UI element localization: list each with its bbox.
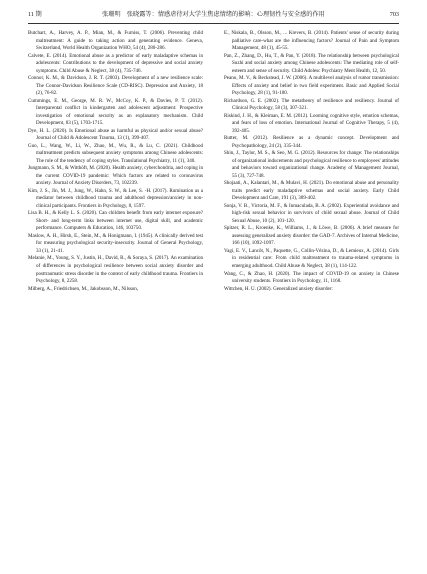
page-number: 703 [389, 11, 399, 18]
reference-entry: Dye, H. L. (2020). Is Emotional abuse as harmful as physical and/or sexual abuse? Journal of Child & Adolescent Trauma, 13 (1), 399-407. [28, 127, 203, 142]
reference-entry: Lisa B. H., & Kelly L. S. (2020). Can children benefit from early internet exposure? Short- and long-term links between internet use, digital skill, and academic performance. Computers & Education, 146, 103750. [28, 210, 203, 232]
references-right-column [224, 30, 399, 293]
reference-entry: Guo, L., Wang, W., Li, W., Zhao, M., Wu, R., & Lu, C. (2021). Childhood maltreatment predicts subsequent anxiety symptoms among Chinese adolescents: The role of the tendency of coping styles. Translational Psychiatry, 11 (1), 340. [28, 142, 203, 164]
issue-number: 11 期 [28, 11, 42, 18]
reference-entry: Wang, C., & Zhao, H. (2020). The impact of COVID-19 on anxiety in Chinese university students. Frontiers in Psychology, 11, 1168. [224, 270, 399, 285]
reference-entry: Peano, M. V., & Beckstead, J. W. (2006). A multilevel analysis of rumor transmission: Effects of anxiety and belief in two field experiment. Basic and Applied Social Psychology, 28 (1), 91-100. [224, 75, 399, 97]
reference-entry: Rutter, M. (2012). Resilience as a dynamic concept. Development and Psychopathology, 24 (2), 335-344. [224, 135, 399, 149]
reference-entry: Kim, J. S., Jin, M. J., Jung, W., Hahn, S. W., & Lee, S. -H. (2017). Rumination as a mediator between childhood trauma and adulthood depression/anxiety in non-clinical participants. Frontiers in Psychology, 8, 1597. [28, 187, 203, 209]
reference-entry: Milberg, A., Friedrichsen, M., Jakobsson, M., Nilsson, [28, 285, 139, 292]
references-left-column [28, 30, 203, 293]
reference-entry: Spitzer, R. L., Kroenke, K., Williams, J., & Löwe, B. (2006). A brief measure for assessing generalized anxiety disorder: the GAD-7. Archives of Internal Medicine, 166 (10), 1092-1097. [224, 225, 399, 247]
reference-entry: Calvete, E. (2014). Emotional abuse as a predictor of early maladaptive schemas in adolescents: Contributions to the development of depressive and social anxiety symptoms. Child Abuse & Neglect, 38 (4), 735-746. [28, 52, 203, 74]
reference-entry: Pan, Z., Zhang, D., Hu, T., & Pan, Y. (2018). The relationship between psychological Suzhi and social anxiety among Chinese adolescents: The mediating role of self-esteem and sense of security. Child Adolesc Psychiatry Ment Health, 12, 50. [224, 52, 399, 74]
reference-entry: Sonja, V. B., Victoria, M. F., & Inmaculada, B. A. (2002). Experiential avoidance and high-risk sexual behavior in survivors of child sexual abuse. Journal of Child Sexual Abuse, 10 (2), 101-120. [224, 202, 399, 224]
reference-entry: Vagi, E. V., Lancôt, N., Paquette, G., Collin-Vézina, D., & Lemieux, A. (2014). Girls in residential care: From child maltreatment to trauma-related symptoms in emerging adulthood. Child Abuse & Neglect, 38 (1), 114-122. [224, 247, 399, 269]
running-title: 张珊明 张晓露等：情感虐待对大学生焦虑情绪的影响：心理韧性与安全感的作用 [102, 11, 325, 18]
reference-entry: Jungmann, S. M., & Witthöft, M. (2020). Health anxiety, cyberchondria, and coping in the current COVID-19 pandemic: Which factors are related to coronavirus anxiety. Journal of Anxiety Disorders, 73, 102239. [28, 165, 204, 187]
reference-entry: Maslow, A. H., Hirsh, E., Stein, M., & Honigmann, I. (1945). A clinically derived test for measuring psychological security-insecurity. Journal of General Psychology, 33 (1), 21-41. [28, 232, 203, 254]
reference-entry: Richardson, G. E. (2002). The metatheory of resilience and resiliency. Journal of Clinical Psychology, 58 (3), 307-321. [224, 97, 399, 112]
reference-entry: E., Niskala, B., Olsson, M., ... Krevers, B. (2014). Patients' sense of security during palliative care-what are the influencing factors? Journal of Pain and Symptom Management, 48 (1), 45-55. [224, 30, 399, 52]
reference-entry: Cummings, E. M., George, M. R. W., McCoy, K. P., & Davies, P. T. (2012). Interparental conflict in kindergarten and adolescent adjustment: Prospective investigation of emotional security as an explanatory mechanism. Child Development, 83 (5), 1703-1715. [28, 97, 203, 127]
reference-entry: Riskind, J. H., & Kleiman, E. M. (2012). Looming cognitive style, emotion schemas, and fears of loss of emotion. International Journal of Cognitive Therapy, 5 (4), 392-405. [224, 112, 399, 134]
reference-entry: Shojaati, A., Kalantari, M., & Mulavi, H. (2021). Do emotional abuse and personality traits predict early maladaptive schemas and social anxiety. Early Child Development and Care, 191 (3), 389-402. [224, 180, 399, 202]
reference-entry: Butchart, A., Harvey, A. P., Mian, M., & Furniss, T. (2006). Preventing child maltreatment: A guide to taking action and generating evidence. Geneva, Switzerland, World Health Organization WHO, 54 (4), 280-286. [28, 30, 203, 52]
reference-entry: Wittchen, H. U. (2002). Generalized anxiety disorder: [224, 285, 333, 292]
running-header [28, 8, 399, 22]
reference-entry: Connor, K. M., & Davidson, J. R. T. (2003). Development of a new resilience scale: The Connor-Davidson Resilience Scale (CD-RISC). Depression and Anxiety, 18 (2), 76-82. [28, 75, 203, 97]
reference-entry: Shin, J., Taylor, M. S., & Seo, M. G. (2012). Resources for change: The relationships of organizational inducements and psychological resilience to employees' attitudes and behaviors toward organizational change. Academy of Management Journal, 55 (3), 727-748. [224, 150, 399, 179]
reference-entry: Melanie, M., Young, S. Y., Justin, H., David, R., & Soraya, S. (2017). An examination of differences in psychological resilience between social anxiety disorder and posttraumatic stress disorder in the context of early childhood trauma. Frontiers in Psychology, 8, 2258. [28, 255, 203, 285]
header-rule [28, 23, 399, 24]
